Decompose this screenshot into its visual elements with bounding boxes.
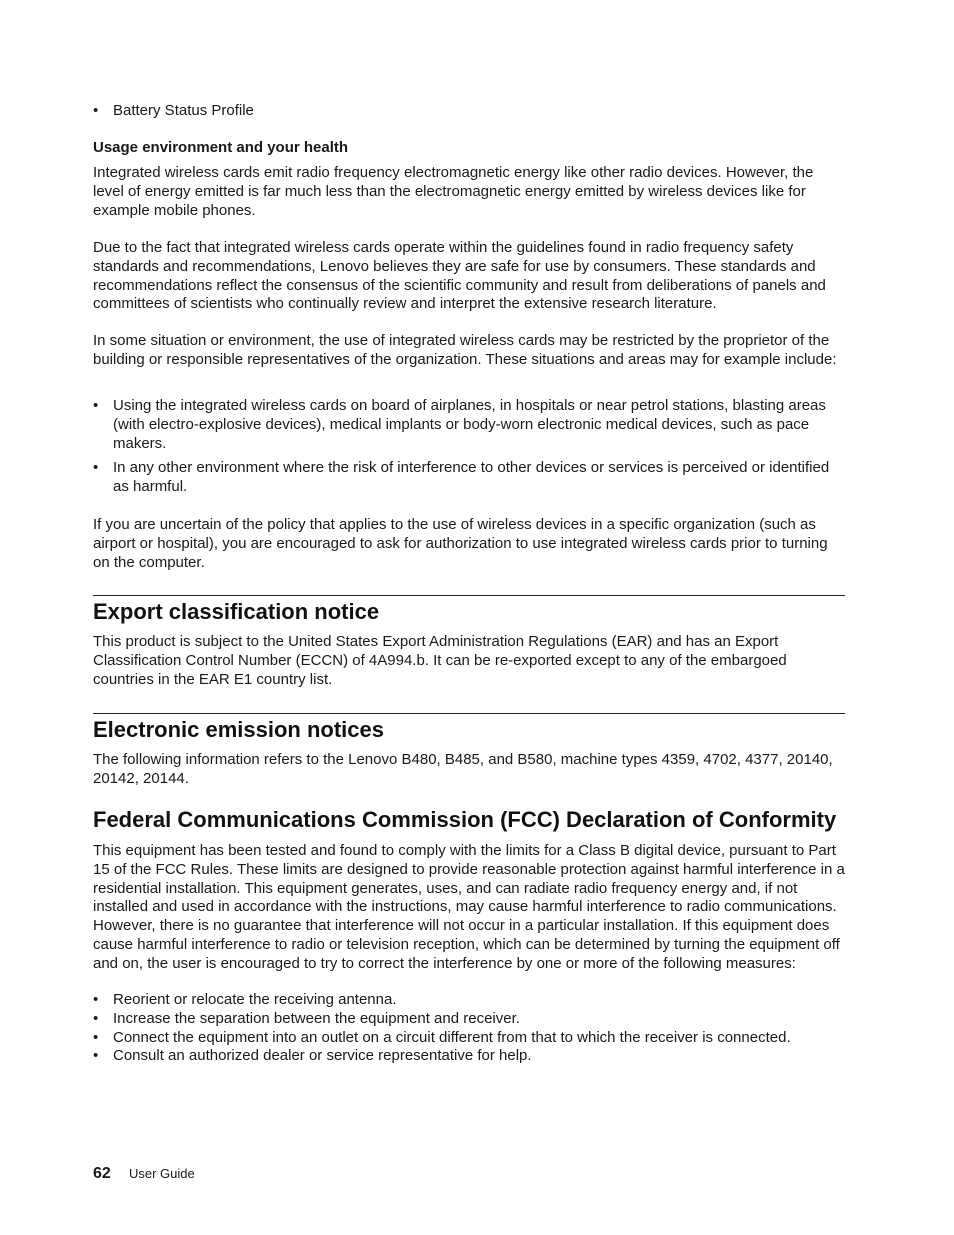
usage-bullet-list	[93, 397, 845, 497]
list-item: • Consult an authorized dealer or service representative for help.	[93, 1047, 845, 1066]
list-item: • Increase the separation between the equipment and receiver.	[93, 1010, 845, 1029]
list-item: • Reorient or relocate the receiving antenna.	[93, 991, 845, 1010]
export-heading: Export classification notice	[93, 599, 380, 624]
list-item: • In any other environment where the risk of interference to other devices or services is perceived or identified as harmful.	[93, 459, 845, 497]
page-footer	[93, 1165, 195, 1183]
emission-body: The following information refers to the Lenovo B480, B485, and B580, machine types 4359, 4702, 4377, 20140, 20142, 20144.	[93, 751, 833, 787]
fcc-heading: Federal Communications Commission (FCC) Declaration of Conformity	[93, 807, 837, 832]
list-item: • Connect the equipment into an outlet on a circuit different from that to which the receiver is connected.	[93, 1029, 845, 1048]
fcc-bullet-list	[93, 991, 845, 1066]
usage-paragraph-4: If you are uncertain of the policy that applies to the use of wireless devices in a specific organization (such as airport or hospital), you are encouraged to ask for authorization to use integrated wireless cards prior to turning on the computer.	[93, 516, 828, 571]
usage-heading: Usage environment and your health	[93, 139, 349, 156]
top-bullet-list	[93, 102, 845, 121]
usage-paragraph-2: Due to the fact that integrated wireless cards operate within the guidelines found in radio frequency safety standards and recommendations, Lenovo believes they are safe for use by consumers. These standards and recommendations reflect the consensus of the scientific community and result from deliberations of panels and committees of scientists who continually review and interpret the extensive research literature.	[93, 239, 826, 313]
footer-doc-title: User Guide	[129, 1166, 195, 1181]
emission-heading: Electronic emission notices	[93, 717, 384, 742]
page-number: 62	[93, 1165, 111, 1182]
section-divider	[93, 595, 845, 596]
list-item: • Using the integrated wireless cards on board of airplanes, in hospitals or near petrol stations, blasting areas (with electro-explosive devices), medical implants or body-worn electronic medical devices, such as pace makers.	[93, 397, 845, 453]
usage-paragraph-1: Integrated wireless cards emit radio frequency electromagnetic energy like other radio devices. However, the level of energy emitted is far much less than the electromagnetic energy emitted by wireless devices like for example mobile phones.	[93, 164, 814, 219]
fcc-body: This equipment has been tested and found to comply with the limits for a Class B digital device, pursuant to Part 15 of the FCC Rules. These limits are designed to provide reasonable protection against harmful interference in a residential installation. This equipment generates, uses, and can radiate radio frequency energy and, if not installed and used in accordance with the instructions, may cause harmful interference to radio communications. However, there is no guarantee that interference will not occur in a particular installation. If this equipment does cause harmful interference to radio or television reception, which can be determined by turning the equipment off and on, the user is encouraged to try to correct the interference by one or more of the following measures:	[93, 842, 845, 972]
list-item: • Battery Status Profile	[93, 102, 845, 121]
section-divider	[93, 713, 845, 714]
export-body: This product is subject to the United States Export Administration Regulations (EAR) and has an Export Classification Control Number (ECCN) of 4A994.b. It can be re-exported except to any of the embargoed countries in the EAR E1 country list.	[93, 633, 787, 688]
usage-paragraph-3: In some situation or environment, the use of integrated wireless cards may be restricted by the proprietor of the building or responsible representatives of the organization. These situations and areas may for example include:	[93, 332, 837, 368]
